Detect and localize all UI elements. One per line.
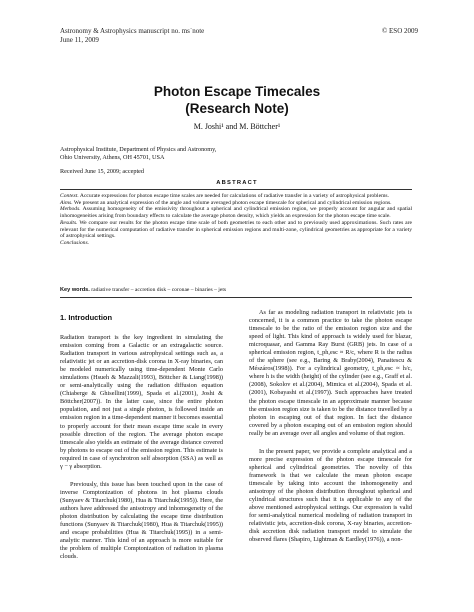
affiliation: [60, 146, 216, 162]
copyright-notice: © ESO 2009: [381, 27, 418, 35]
affiliation-line-2: Ohio University, Athens, OH 45701, USA: [60, 154, 165, 161]
left-column: [60, 313, 223, 561]
right-column: [249, 309, 412, 544]
methods-label: Methods.: [60, 206, 81, 213]
intro-paragraph-2: Previously, this issue has been touched upon in the case of inverse Comptonization of photons in hot plasma clouds (Sunyaev & Titarchuk(1980), Hua & Titarchuk(1995)). Here, the authors have addressed the anisotropy and inhomogeneity of the photon distribution by calculating the escape time distribution functions (Sunyaev & Titarchuk(1980), Hua & Titarchuk(1995)) and escape probabilities (Hua & Titarchuk(1995)) in a semi-analytic manner. This kind of an approach is more suitable for the problem of multiple Comptonization of radiation in plasma clouds.: [60, 480, 223, 561]
results-text: We compare our results for the photon escape time scale of both geometries to each other and to previously used approximations. Such rates are relevant for the numerical computation of radiative transfer in spherical emission regions and multi-zone, cylindrical geometries as appropriate for a variety of astrophysical settings.: [60, 219, 412, 240]
aims-label: Aims.: [60, 199, 73, 206]
context-text: Accurate expressions for photon escape time scales are needed for calculations of radiative transfer in a variety of astrophysical problems.: [79, 193, 389, 199]
aims-text: We present an analytical expression of the angle and volume averaged photon escape timescale for spherical and cylindrical emission regions.: [73, 199, 392, 206]
section-heading-introduction: 1. Introduction: [60, 313, 113, 322]
abstract-context: [60, 193, 412, 200]
abstract-heading: ABSTRACT: [216, 180, 258, 186]
journal-manuscript: Astronomy & Astrophysics manuscript no. ms˙note: [60, 27, 205, 35]
abstract-results: [60, 220, 412, 240]
abstract-conclusions: [60, 240, 412, 247]
abstract-bottom-rule: [60, 297, 412, 298]
affiliation-line-1: Astrophysical Institute, Department of Physics and Astronomy,: [60, 146, 217, 153]
conclusions-label: Conclusions.: [60, 239, 90, 246]
author-list: M. Joshi¹ and M. Böttcher¹: [193, 122, 281, 131]
keywords-label: Key words.: [60, 287, 90, 293]
intro-paragraph-1: Radiation transport is the key ingredient in simulating the emission coming from a Galactic or an extragalactic source. Radiation transport in various astrophysical settings such as, a relativistic jet or an accretion-disk corona in X-ray binaries, can be modeled numerically using time-dependent Monte Carlo simulations (Hsueh & Mazzali(1993), Böttcher & Liang(1998)) or semi-analytically using the radiation diffusion equation (Chiaberge & Ghisellini(1999), Spada et al.(2001), Joshi & Böttcher(2007)). In the latter case, since the entire photon population, and not just a single photon, is followed inside an emission region in a time-dependent manner it becomes essential to properly account for their mean escape time scale in every possible direction of the region. The average photon escape timescale also yields an estimate of the average distance covered by photons to escape out of the emission region. This estimate is required in case of synchrotron self absorption (SSA) as well as γ − γ absorption.: [60, 334, 223, 470]
methods-text: Assuming homogeneity of the emissivity throughout a spherical and cylindrical emission region, we properly account for angular and spatial inhomogeneities arising from boundary effects to calculate the average photon density, which yields an expression for the photon escape time scale.: [60, 206, 412, 220]
keywords: [60, 287, 412, 293]
abstract-body: [60, 193, 412, 247]
title-line-2: (Research Note): [185, 101, 289, 116]
intro-paragraph-3: As far as modeling radiation transport in relativistic jets is concerned, it is a common practice to take the photon escape timescale to be the ratio of the emission region size and the speed of light. This kind of approach is widely used for blazar, microquasar, and Gamma Ray Burst (GRB) jets. In case of a spherical emission region, t_ph,esc ≈ R/c, where R is the radius of the sphere (see e.g., Baring & Braby(2004), Panaitescu & Mészáros(1998)). For a cylindrical geometry, t_ph,esc ≈ h/c, where h is the width (height) of the cylinder (see e.g., Graff et al.(2008), Sokolov et al.(2004), Mimica et al.(2004), Spada et al.(2001), Kobayashi et al.(1997)). Such approaches have treated the photon escape timescale in an approximate manner because the emission region size is taken to be the distance travelled by a photon in escaping out of that region. In fact the distance covered by a photon escaping out of an emission region should really be an average over all angles and volume of that region.: [249, 309, 412, 437]
keywords-text: radiative transfer – accretion disk – coronae – binaries – jets: [91, 287, 227, 293]
results-label: Results.: [60, 219, 78, 226]
title-line-1: Photon Escape Timecales: [153, 84, 321, 99]
abstract-methods: [60, 206, 412, 219]
received-date: Received June 15, 2009; accepted: [60, 168, 145, 175]
journal-header: [60, 27, 204, 44]
abstract-top-rule: [60, 189, 412, 190]
paper-title: [0, 83, 474, 117]
journal-date: June 11, 2009: [60, 35, 99, 44]
context-label: Context.: [60, 193, 79, 199]
intro-paragraph-4: In the present paper, we provide a complete analytical and a more precise expression of the photon escape timescale for spherical and cylindrical geometries. The novelty of this framework is that we calculate the mean photon escape timescale by taking into account the inhomogeneity and anisotropy of the photon distribution throughout spherical and cylindrical structures such that it is applicable to any of the above mentioned astrophysical settings. Our expression is valid for semi-analytical numerical modeling of radiation transport in relativistic jets, accretion-disk corona, X-ray binaries, accretion-disk accretion disk radiation transport model to simulate the observed flares (Shapiro, Lightman & Eardley(1976)), a non-: [249, 447, 412, 544]
